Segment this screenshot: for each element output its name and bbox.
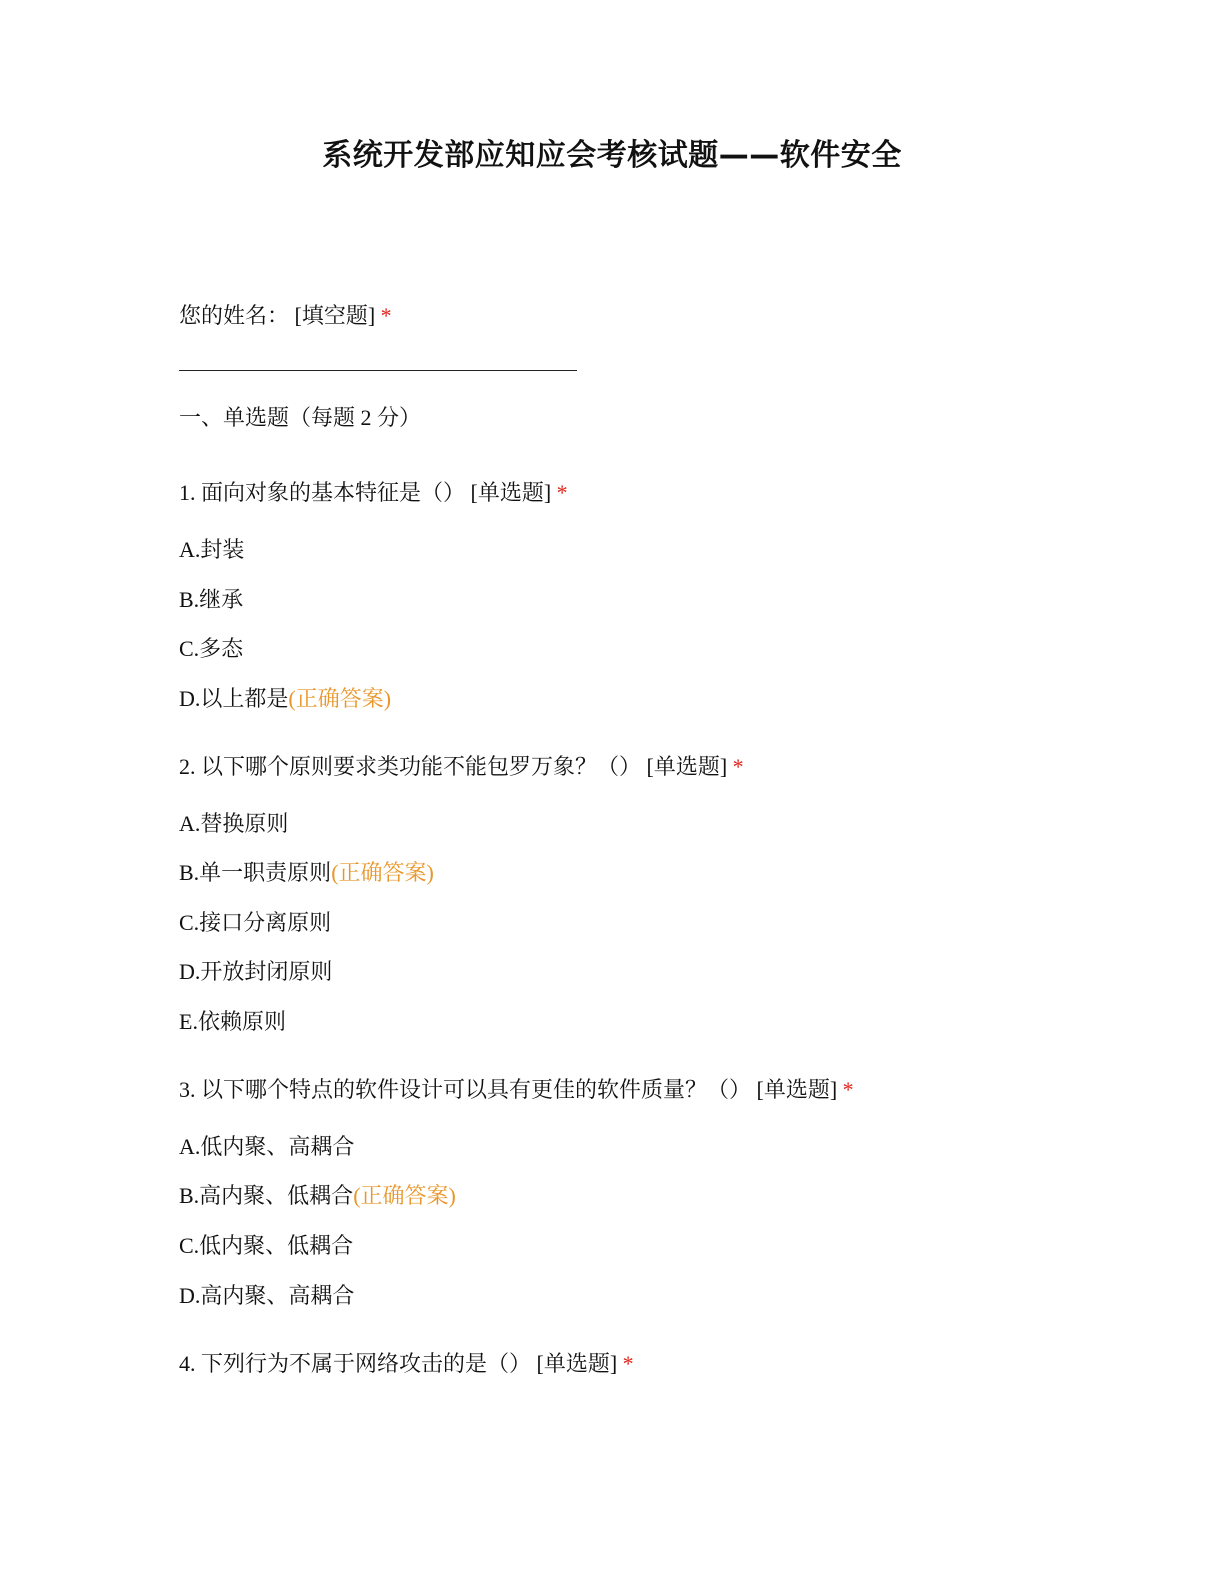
question-text: 2. 以下哪个原则要求类功能不能包罗万象？（） [179, 754, 642, 779]
required-mark: * [380, 303, 392, 328]
option-text: C.多态 [179, 636, 244, 661]
answer-option[interactable] [179, 908, 331, 938]
answer-option[interactable] [179, 1231, 353, 1261]
question-type-tag: [单选题] [536, 1351, 618, 1376]
name-fill-blank[interactable] [179, 370, 577, 371]
option-text: D.开放封闭原则 [179, 959, 333, 984]
option-text: B.继承 [179, 587, 244, 612]
question-text: 3. 以下哪个特点的软件设计可以具有更佳的软件质量？（） [179, 1077, 752, 1102]
answer-option[interactable] [179, 1007, 286, 1037]
option-text: A.封装 [179, 537, 245, 562]
name-label: 您的姓名： [179, 303, 290, 328]
option-text: D.以上都是 [179, 686, 289, 711]
correct-answer-note: (正确答案) [288, 686, 392, 711]
required-mark: * [842, 1077, 854, 1102]
answer-option[interactable] [179, 634, 243, 664]
answer-option[interactable] [179, 585, 243, 615]
correct-answer-note: (正确答案) [353, 1183, 456, 1208]
correct-answer-note: (正确答案) [331, 860, 434, 885]
question-type-tag: [单选题] [470, 480, 552, 505]
answer-option[interactable] [179, 809, 288, 839]
answer-option[interactable] [179, 957, 332, 987]
option-text: A.替换原则 [179, 811, 289, 836]
answer-option[interactable] [179, 1132, 354, 1162]
answer-option[interactable] [179, 684, 391, 714]
answer-option[interactable] [179, 1281, 354, 1311]
question-title [179, 1075, 854, 1105]
option-text: E.依赖原则 [179, 1009, 286, 1034]
option-text: B.单一职责原则 [179, 860, 332, 885]
question-title [179, 752, 744, 782]
required-mark: * [556, 480, 568, 505]
option-text: C.接口分离原则 [179, 910, 332, 935]
question-text: 4. 下列行为不属于网络攻击的是（） [179, 1351, 532, 1376]
question-type-tag: [单选题] [646, 754, 728, 779]
answer-option[interactable] [179, 535, 244, 565]
required-mark: * [622, 1351, 634, 1376]
option-text: B.高内聚、低耦合 [179, 1183, 354, 1208]
option-text: A.低内聚、高耦合 [179, 1134, 355, 1159]
page-title: 系统开发部应知应会考核试题——软件安全 [322, 138, 902, 173]
question-title [179, 478, 568, 508]
question-type-tag: [单选题] [756, 1077, 838, 1102]
required-mark: * [732, 754, 744, 779]
section-heading: 一、单选题（每题 2 分） [179, 405, 422, 430]
question-text: 1. 面向对象的基本特征是（） [179, 480, 466, 505]
option-text: C.低内聚、低耦合 [179, 1233, 354, 1258]
name-question [179, 301, 392, 331]
answer-option[interactable] [179, 1181, 456, 1211]
option-text: D.高内聚、高耦合 [179, 1283, 355, 1308]
question-title [179, 1349, 634, 1379]
question-type-tag: [填空题] [294, 303, 376, 328]
answer-option[interactable] [179, 858, 434, 888]
